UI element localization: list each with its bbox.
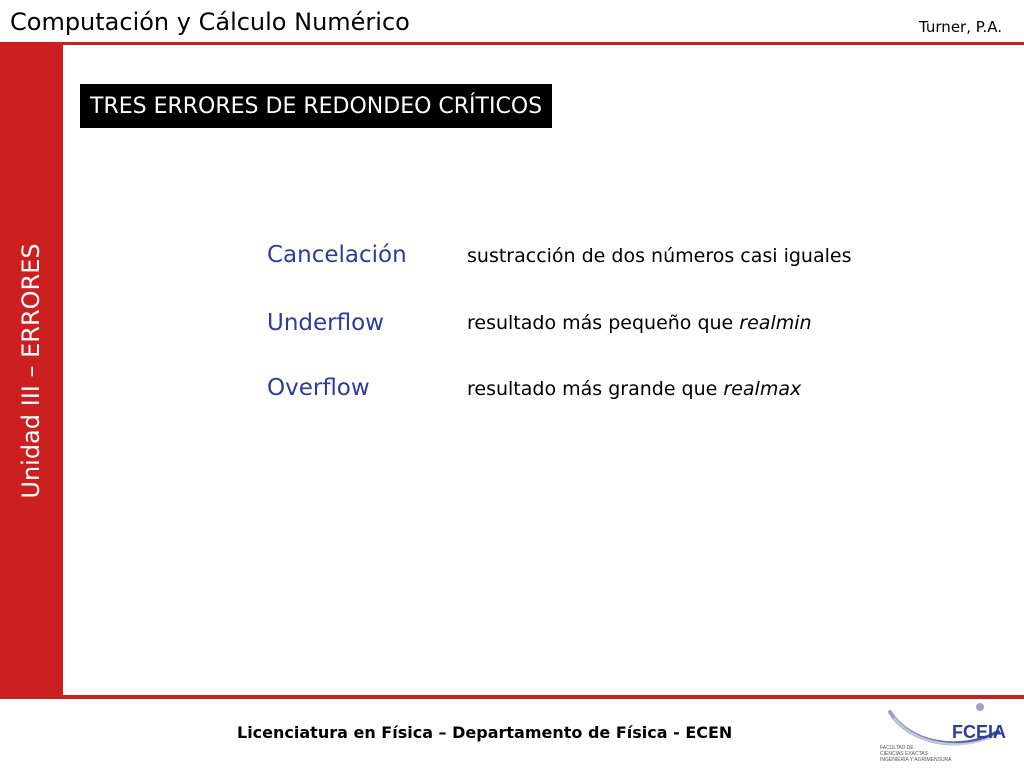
fceia-logo: [878, 702, 1018, 766]
desc-italic: realmax: [723, 378, 802, 400]
logo-caption-2: CIENCIAS EXACTAS: [880, 751, 928, 757]
logo-dot-icon: [976, 703, 984, 711]
footer-text: Licenciatura en Física – Departamento de Física - ECEN: [237, 723, 733, 742]
logo-caption-1: FACULTAD DE: [880, 745, 914, 751]
sidebar-label: Unidad III – ERRORES: [17, 243, 45, 499]
term-cancelacion: Cancelación: [267, 242, 407, 268]
desc-underflow: [467, 312, 812, 334]
top-rule: [0, 42, 1024, 45]
desc-text: resultado más pequeño que: [467, 312, 740, 334]
desc-cancelacion: [467, 245, 851, 267]
section-title: TRES ERRORES DE REDONDEO CRÍTICOS: [80, 84, 552, 128]
header-title: Computación y Cálculo Numérico: [10, 8, 410, 36]
header-author: Turner, P.A.: [919, 18, 1002, 36]
desc-text: sustracción de dos números casi iguales: [467, 245, 852, 267]
term-overflow: Overflow: [267, 375, 370, 401]
logo-caption-3: INGENIERÍA Y AGRIMENSURA: [880, 757, 952, 763]
desc-italic: realmin: [739, 312, 812, 334]
desc-overflow: [467, 378, 801, 400]
logo-name: FCEIA: [952, 722, 1006, 742]
term-underflow: Underflow: [267, 310, 384, 336]
bottom-rule: [0, 695, 1024, 699]
desc-text: resultado más grande que: [467, 378, 724, 400]
